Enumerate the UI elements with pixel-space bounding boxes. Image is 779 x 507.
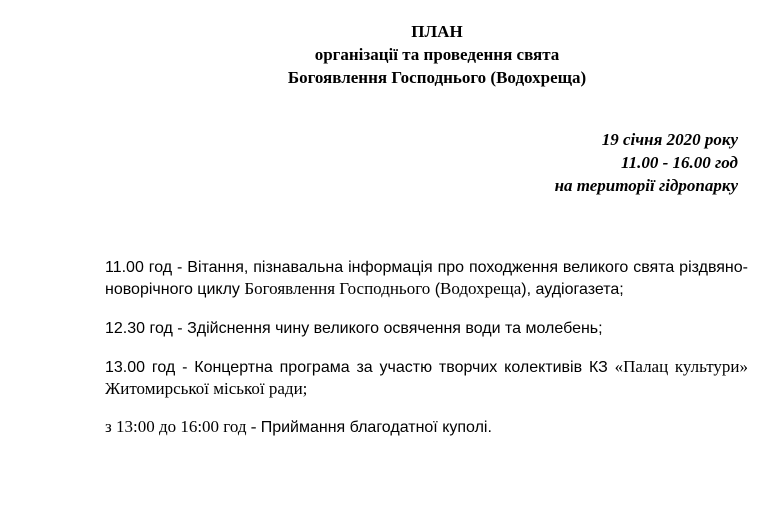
- schedule-item-time: 13.00 год -: [105, 359, 195, 376]
- event-time: 11.00 - 16.00 год: [621, 153, 738, 172]
- schedule-item-text: Здійснення чину великого освячення води та молебень;: [187, 320, 603, 337]
- schedule-item-text: Приймання благодатної куполі.: [260, 419, 492, 436]
- schedule-item-time: з 13:00 до 16:00 год -: [105, 417, 261, 436]
- schedule-item-1: [105, 256, 748, 300]
- event-details: [555, 128, 738, 197]
- schedule-list: [105, 256, 748, 455]
- event-place: на території гідропарку: [554, 176, 738, 195]
- title-subheading: організації та проведення свята: [314, 45, 560, 64]
- schedule-item-text-serif: Богоявлення Господнього: [244, 279, 431, 298]
- schedule-item-3: [105, 356, 748, 399]
- schedule-item-time: 11.00 год -: [105, 259, 188, 276]
- schedule-item-time: 12.30 год -: [105, 320, 188, 337]
- schedule-item-text: Вітання, пізнавальна інформація про походження великого свята різдвяно-новорічного циклу: [105, 259, 748, 298]
- event-date: 19 січня 2020 року: [601, 130, 738, 149]
- schedule-item-text: (: [430, 281, 441, 298]
- schedule-item-2: [105, 317, 748, 339]
- schedule-item-text-serif: Водохреща: [440, 279, 522, 298]
- schedule-item-text-serif: «Палац культури» Житомирської міської ради;: [105, 357, 748, 398]
- title-event-name: Богоявлення Господнього (Водохреща): [287, 68, 587, 87]
- schedule-item-text: Концертна програма за участю творчих колективів КЗ: [194, 359, 615, 376]
- title-heading: ПЛАН: [411, 22, 463, 41]
- schedule-item-4: [105, 416, 748, 438]
- schedule-item-text: ), аудіогазета;: [521, 281, 624, 298]
- document-title-block: [0, 20, 779, 89]
